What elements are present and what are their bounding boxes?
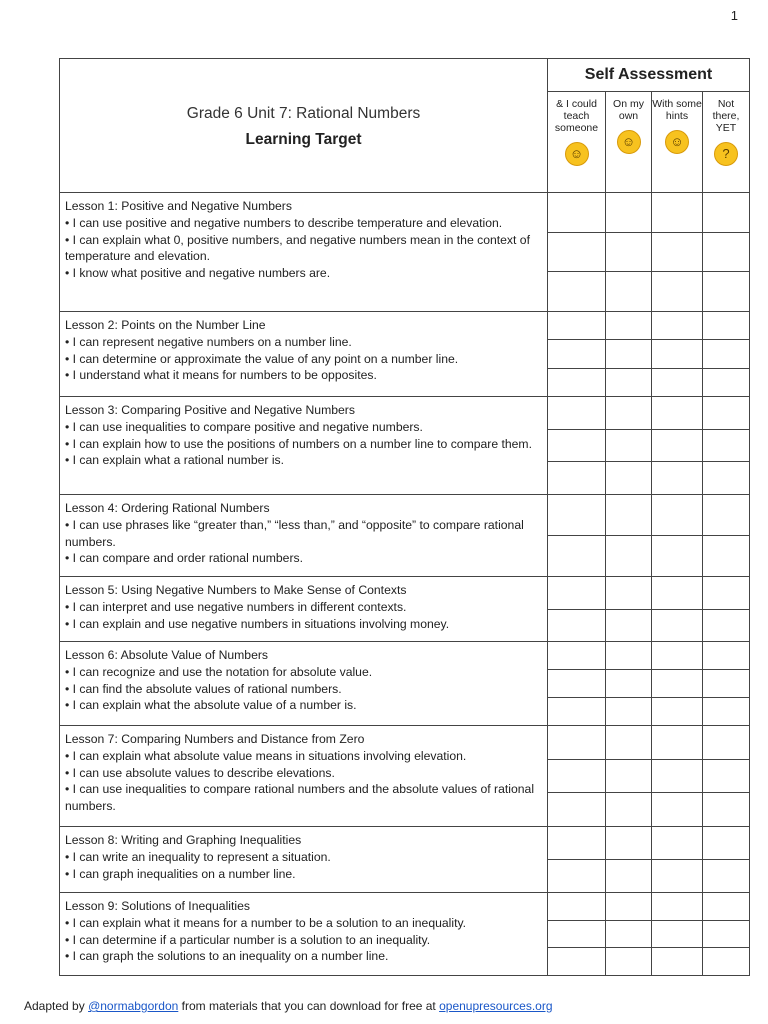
rating-checkbox[interactable]: [652, 726, 702, 760]
lesson-row: [60, 726, 750, 827]
rating-checkbox[interactable]: [652, 397, 702, 430]
learning-target: • I can graph inequalities on a number line.: [65, 866, 296, 881]
rating-checkbox[interactable]: [703, 430, 749, 463]
lesson-title: Lesson 8: Writing and Graphing Inequalities: [65, 833, 302, 847]
column-teach: [548, 92, 606, 193]
rating-checkbox[interactable]: [606, 921, 651, 949]
lesson-title: Lesson 2: Points on the Number Line: [65, 318, 266, 332]
rating-checkbox[interactable]: [652, 893, 702, 921]
lesson-row: [60, 577, 750, 642]
rating-checkbox[interactable]: [703, 340, 749, 368]
rating-checkbox[interactable]: [703, 642, 749, 670]
lesson-row: [60, 495, 750, 577]
learning-target: • I can explain what the absolute value of a number is.: [65, 698, 357, 713]
self-assessment-heading: Self Assessment: [548, 59, 750, 92]
learning-target: • I can determine or approximate the value of any point on a number line.: [65, 351, 459, 366]
rating-checkbox[interactable]: [652, 670, 702, 698]
rating-checkbox[interactable]: [703, 610, 749, 642]
self-assessment-cell: [703, 642, 750, 726]
rating-checkbox[interactable]: [548, 827, 605, 860]
grinning-face-icon: ☺: [565, 142, 589, 166]
rating-checkbox[interactable]: [652, 495, 702, 536]
learning-target: • I can determine if a particular number is a solution to an inequality.: [65, 932, 431, 947]
learning-target: • I understand what it means for numbers to be opposites.: [65, 368, 377, 383]
rating-checkbox[interactable]: [703, 670, 749, 698]
column-own: [606, 92, 652, 193]
rating-checkbox[interactable]: [606, 536, 651, 576]
rating-checkbox[interactable]: [548, 312, 605, 340]
learning-target: • I can write an inequality to represent a situation.: [65, 849, 331, 864]
learning-target-heading: Learning Target: [245, 130, 362, 148]
rating-checkbox[interactable]: [606, 726, 651, 760]
lesson-title: Lesson 1: Positive and Negative Numbers: [65, 199, 292, 213]
rating-checkbox[interactable]: [703, 233, 749, 273]
rating-checkbox[interactable]: [652, 536, 702, 576]
lesson-title: Lesson 4: Ordering Rational Numbers: [65, 501, 270, 515]
rating-checkbox[interactable]: [703, 893, 749, 921]
learning-target: • I can explain what a rational number is.: [65, 453, 285, 468]
rating-checkbox[interactable]: [548, 369, 605, 396]
rating-checkbox[interactable]: [652, 430, 702, 463]
self-assessment-cell: [606, 827, 652, 893]
self-assessment-cell: [652, 577, 703, 642]
rating-checkbox[interactable]: [652, 860, 702, 892]
learning-target: • I can find the absolute values of rational numbers.: [65, 681, 342, 696]
rating-checkbox[interactable]: [652, 827, 702, 860]
rating-checkbox[interactable]: [548, 948, 605, 975]
rating-checkbox[interactable]: [606, 369, 651, 396]
rating-checkbox[interactable]: [548, 430, 605, 463]
rating-checkbox[interactable]: [652, 340, 702, 368]
rating-checkbox[interactable]: [548, 642, 605, 670]
lesson-title: Lesson 6: Absolute Value of Numbers: [65, 648, 269, 662]
self-assessment-cell: [652, 642, 703, 726]
rating-checkbox[interactable]: [548, 698, 605, 725]
rating-checkbox[interactable]: [548, 577, 605, 610]
self-assessment-cell: [703, 397, 750, 495]
lesson-cell: [60, 312, 548, 397]
lesson-cell: [60, 193, 548, 312]
rating-checkbox[interactable]: [703, 760, 749, 794]
content-face-icon: ☺: [665, 130, 689, 154]
rating-checkbox[interactable]: [652, 642, 702, 670]
self-assessment-cell: [606, 312, 652, 397]
rating-checkbox[interactable]: [606, 397, 651, 430]
column-own-label: On my own: [613, 98, 644, 122]
self-assessment-cell: [652, 495, 703, 577]
lesson-cell: [60, 495, 548, 577]
self-assessment-cell: [703, 312, 750, 397]
rating-checkbox[interactable]: [703, 536, 749, 576]
rating-checkbox[interactable]: [548, 670, 605, 698]
rating-checkbox[interactable]: [703, 827, 749, 860]
column-hints: [652, 92, 703, 193]
self-assessment-cell: [548, 642, 606, 726]
self-assessment-cell: [703, 577, 750, 642]
learning-target: • I can explain what absolute value means in situations involving elevation.: [65, 748, 467, 763]
rating-checkbox[interactable]: [703, 860, 749, 892]
rating-checkbox[interactable]: [703, 726, 749, 760]
rating-checkbox[interactable]: [652, 233, 702, 273]
rating-checkbox[interactable]: [606, 495, 651, 536]
self-assessment-cell: [606, 893, 652, 976]
self-assessment-cell: [652, 893, 703, 976]
self-assessment-cell: [548, 726, 606, 827]
lesson-row: [60, 893, 750, 976]
rating-checkbox[interactable]: [652, 312, 702, 340]
rating-checkbox[interactable]: [606, 272, 651, 311]
rating-checkbox[interactable]: [703, 495, 749, 536]
rating-checkbox[interactable]: [606, 193, 651, 233]
rating-checkbox[interactable]: [548, 726, 605, 760]
lesson-row: [60, 312, 750, 397]
learning-target: • I can graph the solutions to an inequality on a number line.: [65, 949, 389, 964]
lesson-row: [60, 642, 750, 726]
learning-target: • I can explain and use negative numbers in situations involving money.: [65, 616, 450, 631]
learning-target: • I can explain how to use the positions of numbers on a number line to compare them.: [65, 436, 532, 451]
smiling-face-icon: ☺: [617, 130, 641, 154]
rating-checkbox[interactable]: [548, 860, 605, 892]
self-assessment-cell: [606, 193, 652, 312]
self-assessment-cell: [606, 726, 652, 827]
rating-checkbox[interactable]: [606, 642, 651, 670]
learning-target: • I can recognize and use the notation for absolute value.: [65, 664, 373, 679]
learning-target: • I can explain what 0, positive numbers, and negative numbers mean in the context of temperature and elevation.: [65, 232, 530, 264]
header-row: [60, 59, 750, 92]
learning-target: • I know what positive and negative numbers are.: [65, 266, 331, 281]
rating-checkbox[interactable]: [606, 860, 651, 892]
learning-target: • I can use positive and negative numbers to describe temperature and elevation.: [65, 215, 503, 230]
rating-checkbox[interactable]: [703, 462, 749, 494]
lesson-title: Lesson 9: Solutions of Inequalities: [65, 899, 250, 913]
site-link[interactable]: openupresources.org: [439, 999, 553, 1013]
lesson-row: [60, 397, 750, 495]
rating-checkbox[interactable]: [703, 698, 749, 725]
rating-checkbox[interactable]: [652, 193, 702, 233]
self-assessment-cell: [606, 397, 652, 495]
rating-checkbox[interactable]: [703, 397, 749, 430]
column-hints-label: With some hints: [652, 98, 702, 122]
lesson-cell: [60, 397, 548, 495]
author-link[interactable]: @normabgordon: [88, 999, 179, 1013]
rating-checkbox[interactable]: [606, 233, 651, 273]
lesson-cell: [60, 726, 548, 827]
rating-checkbox[interactable]: [548, 272, 605, 311]
rating-checkbox[interactable]: [606, 670, 651, 698]
self-assessment-cell: [548, 397, 606, 495]
rating-checkbox[interactable]: [652, 610, 702, 642]
self-assessment-cell: [606, 642, 652, 726]
rating-checkbox[interactable]: [548, 793, 605, 826]
footer-prefix: Adapted by: [24, 999, 89, 1013]
self-assessment-cell: [548, 577, 606, 642]
self-assessment-cell: [548, 193, 606, 312]
self-assessment-cell: [652, 397, 703, 495]
self-assessment-cell: [703, 893, 750, 976]
self-assessment-cell: [703, 827, 750, 893]
self-assessment-cell: [548, 495, 606, 577]
self-assessment-cell: [606, 495, 652, 577]
column-not-yet: [703, 92, 750, 193]
rating-checkbox[interactable]: [606, 760, 651, 794]
self-assessment-cell: [652, 312, 703, 397]
rating-checkbox[interactable]: [606, 698, 651, 725]
rating-checkbox[interactable]: [703, 921, 749, 949]
learning-target: • I can interpret and use negative numbers in different contexts.: [65, 599, 407, 614]
rating-checkbox[interactable]: [652, 760, 702, 794]
lesson-cell: [60, 827, 548, 893]
learning-target: • I can explain what it means for a number to be a solution to an inequality.: [65, 915, 467, 930]
rating-checkbox[interactable]: [703, 272, 749, 311]
rating-checkbox[interactable]: [606, 577, 651, 610]
rating-checkbox[interactable]: [606, 827, 651, 860]
footer-middle: from materials that you can download for free at: [178, 999, 440, 1013]
self-assessment-cell: [548, 827, 606, 893]
rating-checkbox[interactable]: [606, 893, 651, 921]
self-assessment-cell: [652, 726, 703, 827]
self-assessment-cell: [606, 577, 652, 642]
learning-target-table: [59, 58, 750, 976]
rating-checkbox[interactable]: [606, 430, 651, 463]
rating-checkbox[interactable]: [548, 462, 605, 494]
rating-checkbox[interactable]: [548, 921, 605, 949]
rating-checkbox[interactable]: [548, 536, 605, 576]
rating-checkbox[interactable]: [548, 397, 605, 430]
rating-checkbox[interactable]: [548, 610, 605, 642]
self-assessment-cell: [548, 312, 606, 397]
self-assessment-cell: [703, 193, 750, 312]
lesson-title: Lesson 3: Comparing Positive and Negative Numbers: [65, 403, 355, 417]
learning-target: • I can compare and order rational numbers.: [65, 551, 303, 566]
rating-checkbox[interactable]: [548, 495, 605, 536]
learning-target: • I can use phrases like “greater than,” “less than,” and “opposite” to compare rational numbers.: [65, 517, 524, 549]
self-assessment-cell: [548, 893, 606, 976]
rating-checkbox[interactable]: [703, 193, 749, 233]
thinking-face-icon: ?: [714, 142, 738, 166]
rating-checkbox[interactable]: [548, 233, 605, 273]
lesson-title: Lesson 5: Using Negative Numbers to Make Sense of Contexts: [65, 583, 407, 597]
rating-checkbox[interactable]: [606, 462, 651, 494]
lesson-cell: [60, 577, 548, 642]
lesson-cell: [60, 642, 548, 726]
rating-checkbox[interactable]: [606, 793, 651, 826]
self-assessment-cell: [703, 495, 750, 577]
learning-target: • I can represent negative numbers on a number line.: [65, 334, 352, 349]
rating-checkbox[interactable]: [652, 369, 702, 396]
rating-checkbox[interactable]: [703, 369, 749, 396]
learning-target: • I can use inequalities to compare rational numbers and the absolute values of rational numbers.: [65, 782, 535, 814]
self-assessment-cell: [652, 827, 703, 893]
lesson-row: [60, 193, 750, 312]
self-assessment-cell: [703, 726, 750, 827]
rating-checkbox[interactable]: [703, 577, 749, 610]
column-teach-label: & I could teach someone: [554, 98, 599, 134]
lesson-title: Lesson 7: Comparing Numbers and Distance from Zero: [65, 732, 365, 746]
rating-checkbox[interactable]: [703, 793, 749, 826]
page-number: 1: [730, 8, 738, 23]
rating-checkbox[interactable]: [652, 272, 702, 311]
rating-checkbox[interactable]: [652, 948, 702, 975]
rating-checkbox[interactable]: [652, 462, 702, 494]
rating-checkbox[interactable]: [652, 577, 702, 610]
lesson-cell: [60, 893, 548, 976]
learning-target: • I can use absolute values to describe elevations.: [65, 765, 335, 780]
lesson-row: [60, 827, 750, 893]
rating-checkbox[interactable]: [548, 760, 605, 794]
rating-checkbox[interactable]: [548, 340, 605, 368]
rating-checkbox[interactable]: [652, 698, 702, 725]
rating-checkbox[interactable]: [548, 893, 605, 921]
rating-checkbox[interactable]: [606, 948, 651, 975]
self-assessment-cell: [652, 193, 703, 312]
rating-checkbox[interactable]: [652, 921, 702, 949]
unit-title: Grade 6 Unit 7: Rational Numbers: [186, 104, 421, 122]
rating-checkbox[interactable]: [548, 193, 605, 233]
learning-target: • I can use inequalities to compare positive and negative numbers.: [65, 419, 423, 434]
column-not-yet-label: Not there, YET: [712, 98, 740, 134]
rating-checkbox[interactable]: [606, 610, 651, 642]
rating-checkbox[interactable]: [606, 312, 651, 340]
footer: [24, 999, 553, 1013]
rating-checkbox[interactable]: [606, 340, 651, 368]
unit-title-cell: [60, 59, 548, 193]
rating-checkbox[interactable]: [703, 948, 749, 975]
rating-checkbox[interactable]: [703, 312, 749, 340]
rating-checkbox[interactable]: [652, 793, 702, 826]
